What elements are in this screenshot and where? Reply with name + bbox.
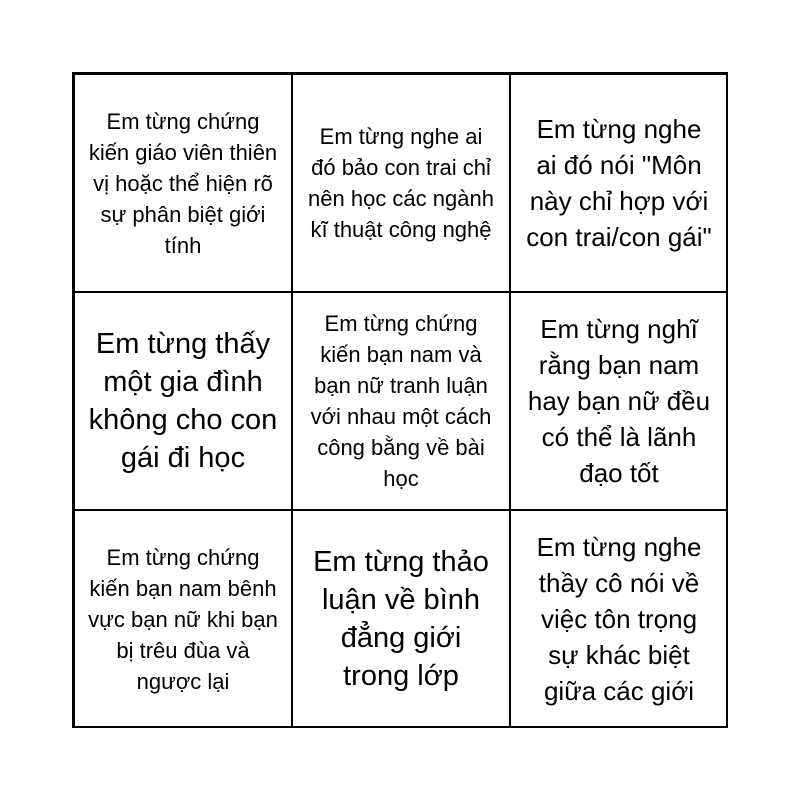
bingo-cell-7-text: Em từng chứng kiến bạn nam bênh vực bạn nữ khi bạn bị trêu đùa và ngược lại	[88, 544, 278, 694]
bingo-cell-9-text: Em từng nghe thầy cô nói về việc tôn trọng sự khác biệt giữa các giới	[536, 532, 702, 706]
bingo-cell-2[interactable]	[292, 74, 510, 292]
bingo-cell-5-text: Em từng chứng kiến bạn nam và bạn nữ tranh luận với nhau một cách công bằng về bài học	[310, 311, 492, 491]
bingo-cell-4-text: Em từng thấy một gia đình không cho con gái đi học	[88, 328, 278, 474]
bingo-cell-3-text: Em từng nghe ai đó nói "Môn này chỉ hợp với con trai/con gái"	[526, 114, 712, 252]
bingo-cell-2-text: Em từng nghe ai đó bảo con trai chỉ nên học các ngành kĩ thuật công nghệ	[308, 124, 494, 242]
bingo-cell-5[interactable]	[292, 292, 510, 510]
bingo-cell-7[interactable]	[74, 510, 292, 728]
bingo-cell-1[interactable]	[74, 74, 292, 292]
bingo-cell-3[interactable]	[510, 74, 728, 292]
bingo-cell-1-text: Em từng chứng kiến giáo viên thiên vị hoặc thể hiện rõ sự phân biệt giới tính	[88, 108, 278, 258]
bingo-board	[72, 72, 728, 728]
bingo-cell-6-text: Em từng nghĩ rằng bạn nam hay bạn nữ đều có thể là lãnh đạo tốt	[527, 314, 711, 488]
bingo-cell-8[interactable]	[292, 510, 510, 728]
bingo-cell-4[interactable]	[74, 292, 292, 510]
bingo-cell-6[interactable]	[510, 292, 728, 510]
bingo-cell-8-text: Em từng thảo luận về bình đẳng giới trong lớp	[313, 546, 489, 692]
bingo-cell-9[interactable]	[510, 510, 728, 728]
